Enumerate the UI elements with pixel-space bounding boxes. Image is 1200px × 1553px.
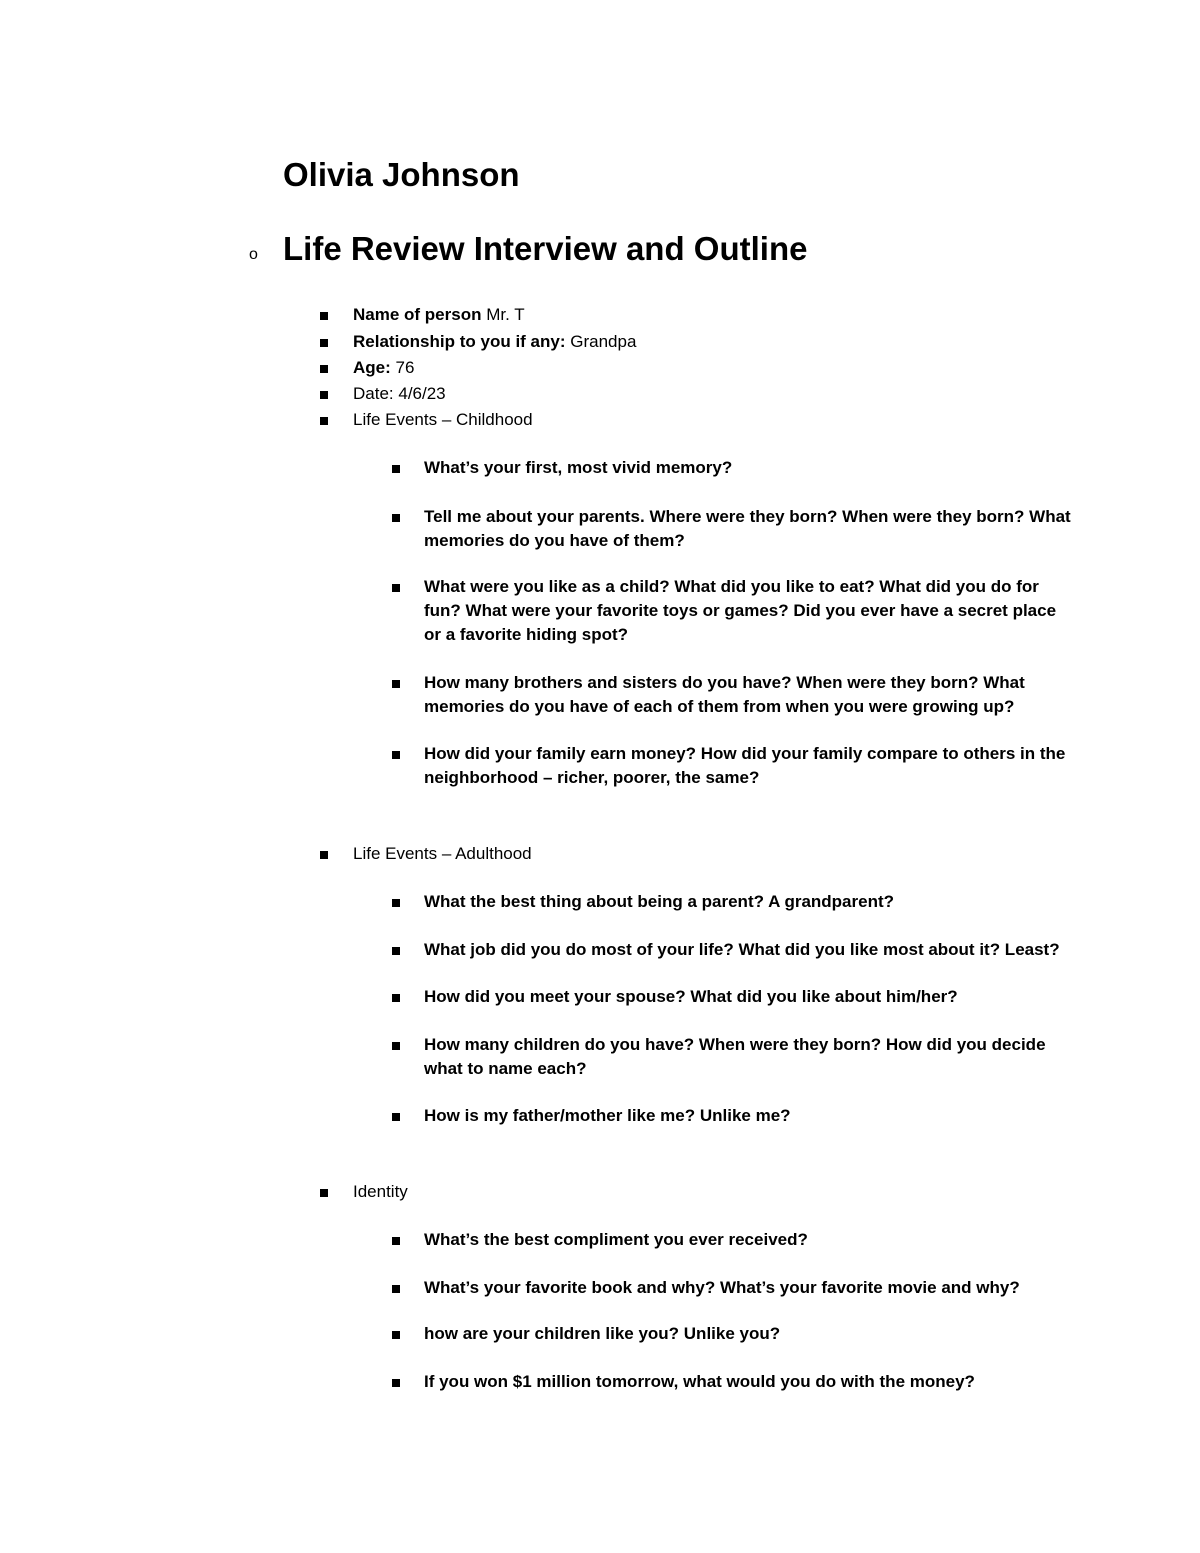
title-bullet-icon: o [249, 246, 258, 263]
name-label: Name of person [353, 305, 482, 324]
document-title: Life Review Interview and Outline [283, 230, 808, 267]
question-text: How did your family earn money? How did your family compare to others in the neighborhood – richer, poorer, the same? [424, 744, 1066, 787]
info-date-row [353, 382, 446, 406]
square-bullet-icon [392, 1285, 400, 1293]
question-text: If you won $1 million tomorrow, what would you do with the money? [424, 1372, 975, 1391]
question-text: What’s the best compliment you ever received? [424, 1230, 808, 1249]
info-relationship-row [353, 330, 636, 354]
square-bullet-icon [320, 1189, 328, 1197]
question-text: What job did you do most of your life? What did you like most about it? Least? [424, 940, 1060, 959]
section-heading-label: Identity [353, 1182, 408, 1201]
question-item [424, 505, 1074, 553]
square-bullet-icon [392, 1331, 400, 1339]
square-bullet-icon [392, 947, 400, 955]
square-bullet-icon [392, 514, 400, 522]
relationship-label: Relationship to you if any: [353, 332, 566, 351]
question-text: What’s your favorite book and why? What’s your favorite movie and why? [424, 1278, 1020, 1297]
square-bullet-icon [392, 1042, 400, 1050]
question-item [424, 1228, 1074, 1252]
section-heading-adulthood [353, 842, 532, 866]
question-text: How many children do you have? When were they born? How did you decide what to name each? [424, 1035, 1046, 1078]
date-value: 4/6/23 [398, 384, 446, 403]
question-text: How did you meet your spouse? What did you like about him/her? [424, 987, 958, 1006]
square-bullet-icon [320, 365, 328, 373]
question-text: How many brothers and sisters do you have? When were they born? What memories do you have of each of them from when you were growing up? [424, 673, 1025, 716]
square-bullet-icon [320, 851, 328, 859]
question-item [424, 890, 1074, 914]
question-item [424, 1370, 1074, 1394]
age-label: Age: [353, 358, 391, 377]
info-age-row [353, 356, 414, 380]
question-item [424, 1276, 1074, 1300]
age-value: 76 [395, 358, 415, 377]
question-item [424, 575, 1074, 647]
section-heading-label: Life Events – Adulthood [353, 844, 532, 863]
question-item [424, 1104, 1074, 1128]
info-name-row [353, 303, 525, 327]
question-item [424, 671, 1074, 719]
question-text: What’s your first, most vivid memory? [424, 458, 733, 477]
question-item [424, 456, 1074, 480]
question-item [424, 938, 1074, 962]
square-bullet-icon [392, 994, 400, 1002]
square-bullet-icon [392, 1113, 400, 1121]
section-heading-label: Life Events – Childhood [353, 410, 533, 429]
section-heading-identity [353, 1180, 408, 1204]
section-heading-childhood [353, 408, 533, 432]
square-bullet-icon [392, 1379, 400, 1387]
author-name: Olivia Johnson [283, 156, 520, 193]
question-text: What the best thing about being a parent? A grandparent? [424, 892, 895, 911]
square-bullet-icon [392, 899, 400, 907]
date-label: Date: [353, 384, 394, 403]
question-item [424, 1322, 1074, 1346]
square-bullet-icon [320, 417, 328, 425]
question-text: how are your children like you? Unlike you? [424, 1324, 781, 1343]
question-text: Tell me about your parents. Where were they born? When were they born? What memories do you have of them? [424, 507, 1071, 550]
question-item [424, 1033, 1074, 1081]
square-bullet-icon [320, 312, 328, 320]
square-bullet-icon [392, 1237, 400, 1245]
question-text: What were you like as a child? What did you like to eat? What did you do for fun? What were your favorite toys or games? Did you ever have a secret place or a favorite hiding spot? [424, 577, 1057, 644]
square-bullet-icon [320, 339, 328, 347]
question-item [424, 742, 1074, 790]
square-bullet-icon [392, 751, 400, 759]
square-bullet-icon [392, 680, 400, 688]
square-bullet-icon [392, 465, 400, 473]
name-value: Mr. T [486, 305, 525, 324]
square-bullet-icon [392, 584, 400, 592]
square-bullet-icon [320, 391, 328, 399]
question-text: How is my father/mother like me? Unlike me? [424, 1106, 791, 1125]
relationship-value: Grandpa [570, 332, 637, 351]
question-item [424, 985, 1074, 1009]
